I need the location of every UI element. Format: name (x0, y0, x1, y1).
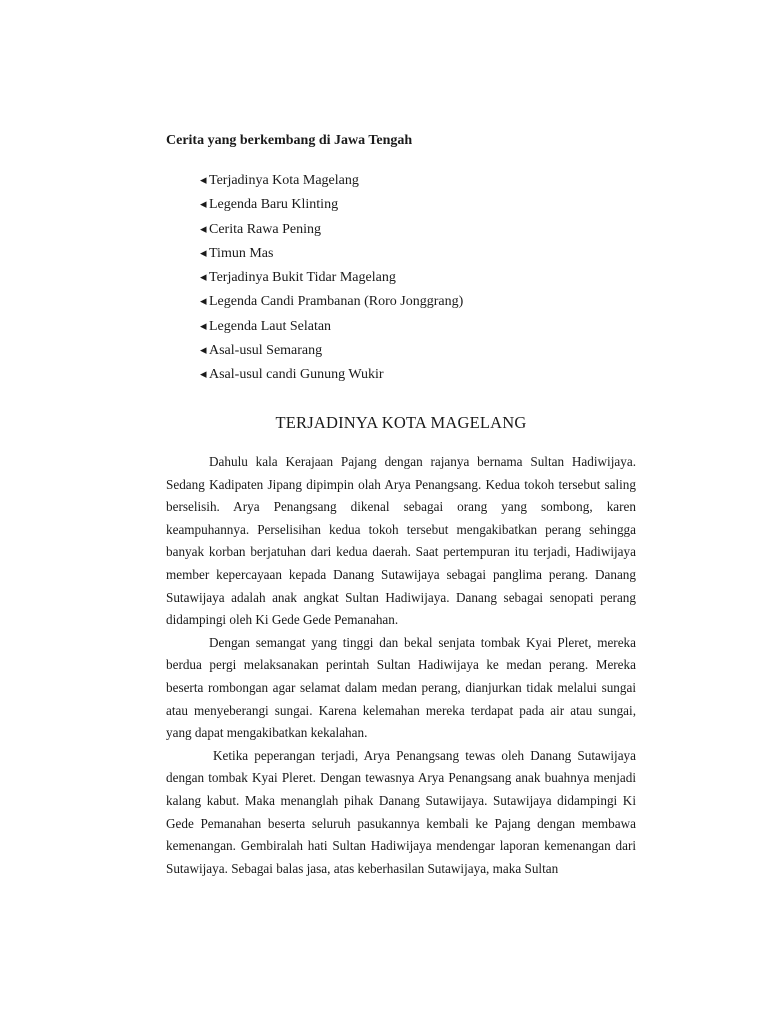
list-item-label: Legenda Candi Prambanan (Roro Jonggrang) (209, 294, 464, 310)
list-item-label: Cerita Rawa Pening (209, 221, 321, 237)
list-item (200, 267, 463, 291)
arrow-bullet-icon: ◂ (200, 269, 207, 285)
body-paragraph: Ketika peperangan terjadi, Arya Penangsang tewas oleh Danang Sutawijaya dengan tombak Kyai Pleret. Dengan tewasnya Arya Penangsang anak buahnya menjadi kalang kabut. Maka menanglah pihak Danang Sutawijaya. Sutawijaya didampingi Ki Gede Pemanahan beserta seluruh pasukannya kembali ke Pajang dengan membawa kemenangan. Gembiralah hati Sultan Hadiwijaya mendengar laporan kemenangan dari Sutawijaya. Sebagai balas jasa, atas keberhasilan Sutawijaya, maka Sultan (166, 747, 636, 876)
story-body (166, 451, 636, 880)
body-paragraph: Dahulu kala Kerajaan Pajang dengan rajanya bernama Sultan Hadiwijaya. Sedang Kadipaten Jipang dipimpin olah Arya Penangsang. Kedua tokoh tersebut saling berselisih. Arya Penangsang dikenal sebagai orang yang sombong, karen keampuhannya. Perselisihan kedua tokoh tersebut mengakibatkan perang sehingga banyak korban berjatuhan dari kedua daerah. Saat pertempuran itu terjadi, Hadiwijaya member kepercayaan kepada Danang Sutawijaya sebagai panglima perang. Danang Sutawijaya adalah anak angkat Sultan Hadiwijaya. Danang sebagai senopati perang didampingi oleh Ki Gede Gede Pemanahan. (166, 454, 636, 628)
arrow-bullet-icon: ◂ (200, 220, 207, 236)
arrow-bullet-icon: ◂ (200, 342, 207, 358)
arrow-bullet-icon: ◂ (200, 244, 207, 260)
document-heading: Cerita yang berkembang di Jawa Tengah (166, 133, 413, 148)
list-item-label: Asal-usul Semarang (209, 343, 323, 359)
list-item-label: Terjadinya Bukit Tidar Magelang (209, 270, 396, 286)
arrow-bullet-icon: ◂ (200, 196, 207, 212)
list-item-label: Legenda Baru Klinting (209, 197, 339, 213)
list-item (200, 340, 463, 364)
list-item (200, 364, 463, 388)
list-item (200, 170, 463, 194)
arrow-bullet-icon: ◂ (200, 317, 207, 333)
arrow-bullet-icon: ◂ (200, 293, 207, 309)
story-list (200, 170, 463, 389)
list-item (200, 243, 463, 267)
list-item-label: Legenda Laut Selatan (209, 318, 332, 334)
list-item (200, 291, 463, 315)
list-item (200, 219, 463, 243)
list-item-label: Asal-usul candi Gunung Wukir (209, 367, 384, 383)
list-item (200, 316, 463, 340)
list-item (200, 194, 463, 218)
list-item-label: Terjadinya Kota Magelang (209, 173, 359, 188)
arrow-bullet-icon: ◂ (200, 366, 207, 382)
section-title: TERJADINYA KOTA MAGELANG (275, 413, 527, 432)
body-paragraph: Dengan semangat yang tinggi dan bekal senjata tombak Kyai Pleret, mereka berdua pergi melaksanakan perintah Sultan Hadiwijaya ke medan perang. Mereka beserta rombongan agar selamat dalam medan perang, dianjurkan tidak melalui sungai atau menyeberangi sungai. Karena kelemahan mereka terdapat pada air atau sungai, yang dapat mengakibatkan kekalahan. (166, 634, 636, 741)
arrow-bullet-icon: ◂ (200, 172, 207, 187)
list-item-label: Timun Mas (209, 245, 274, 261)
